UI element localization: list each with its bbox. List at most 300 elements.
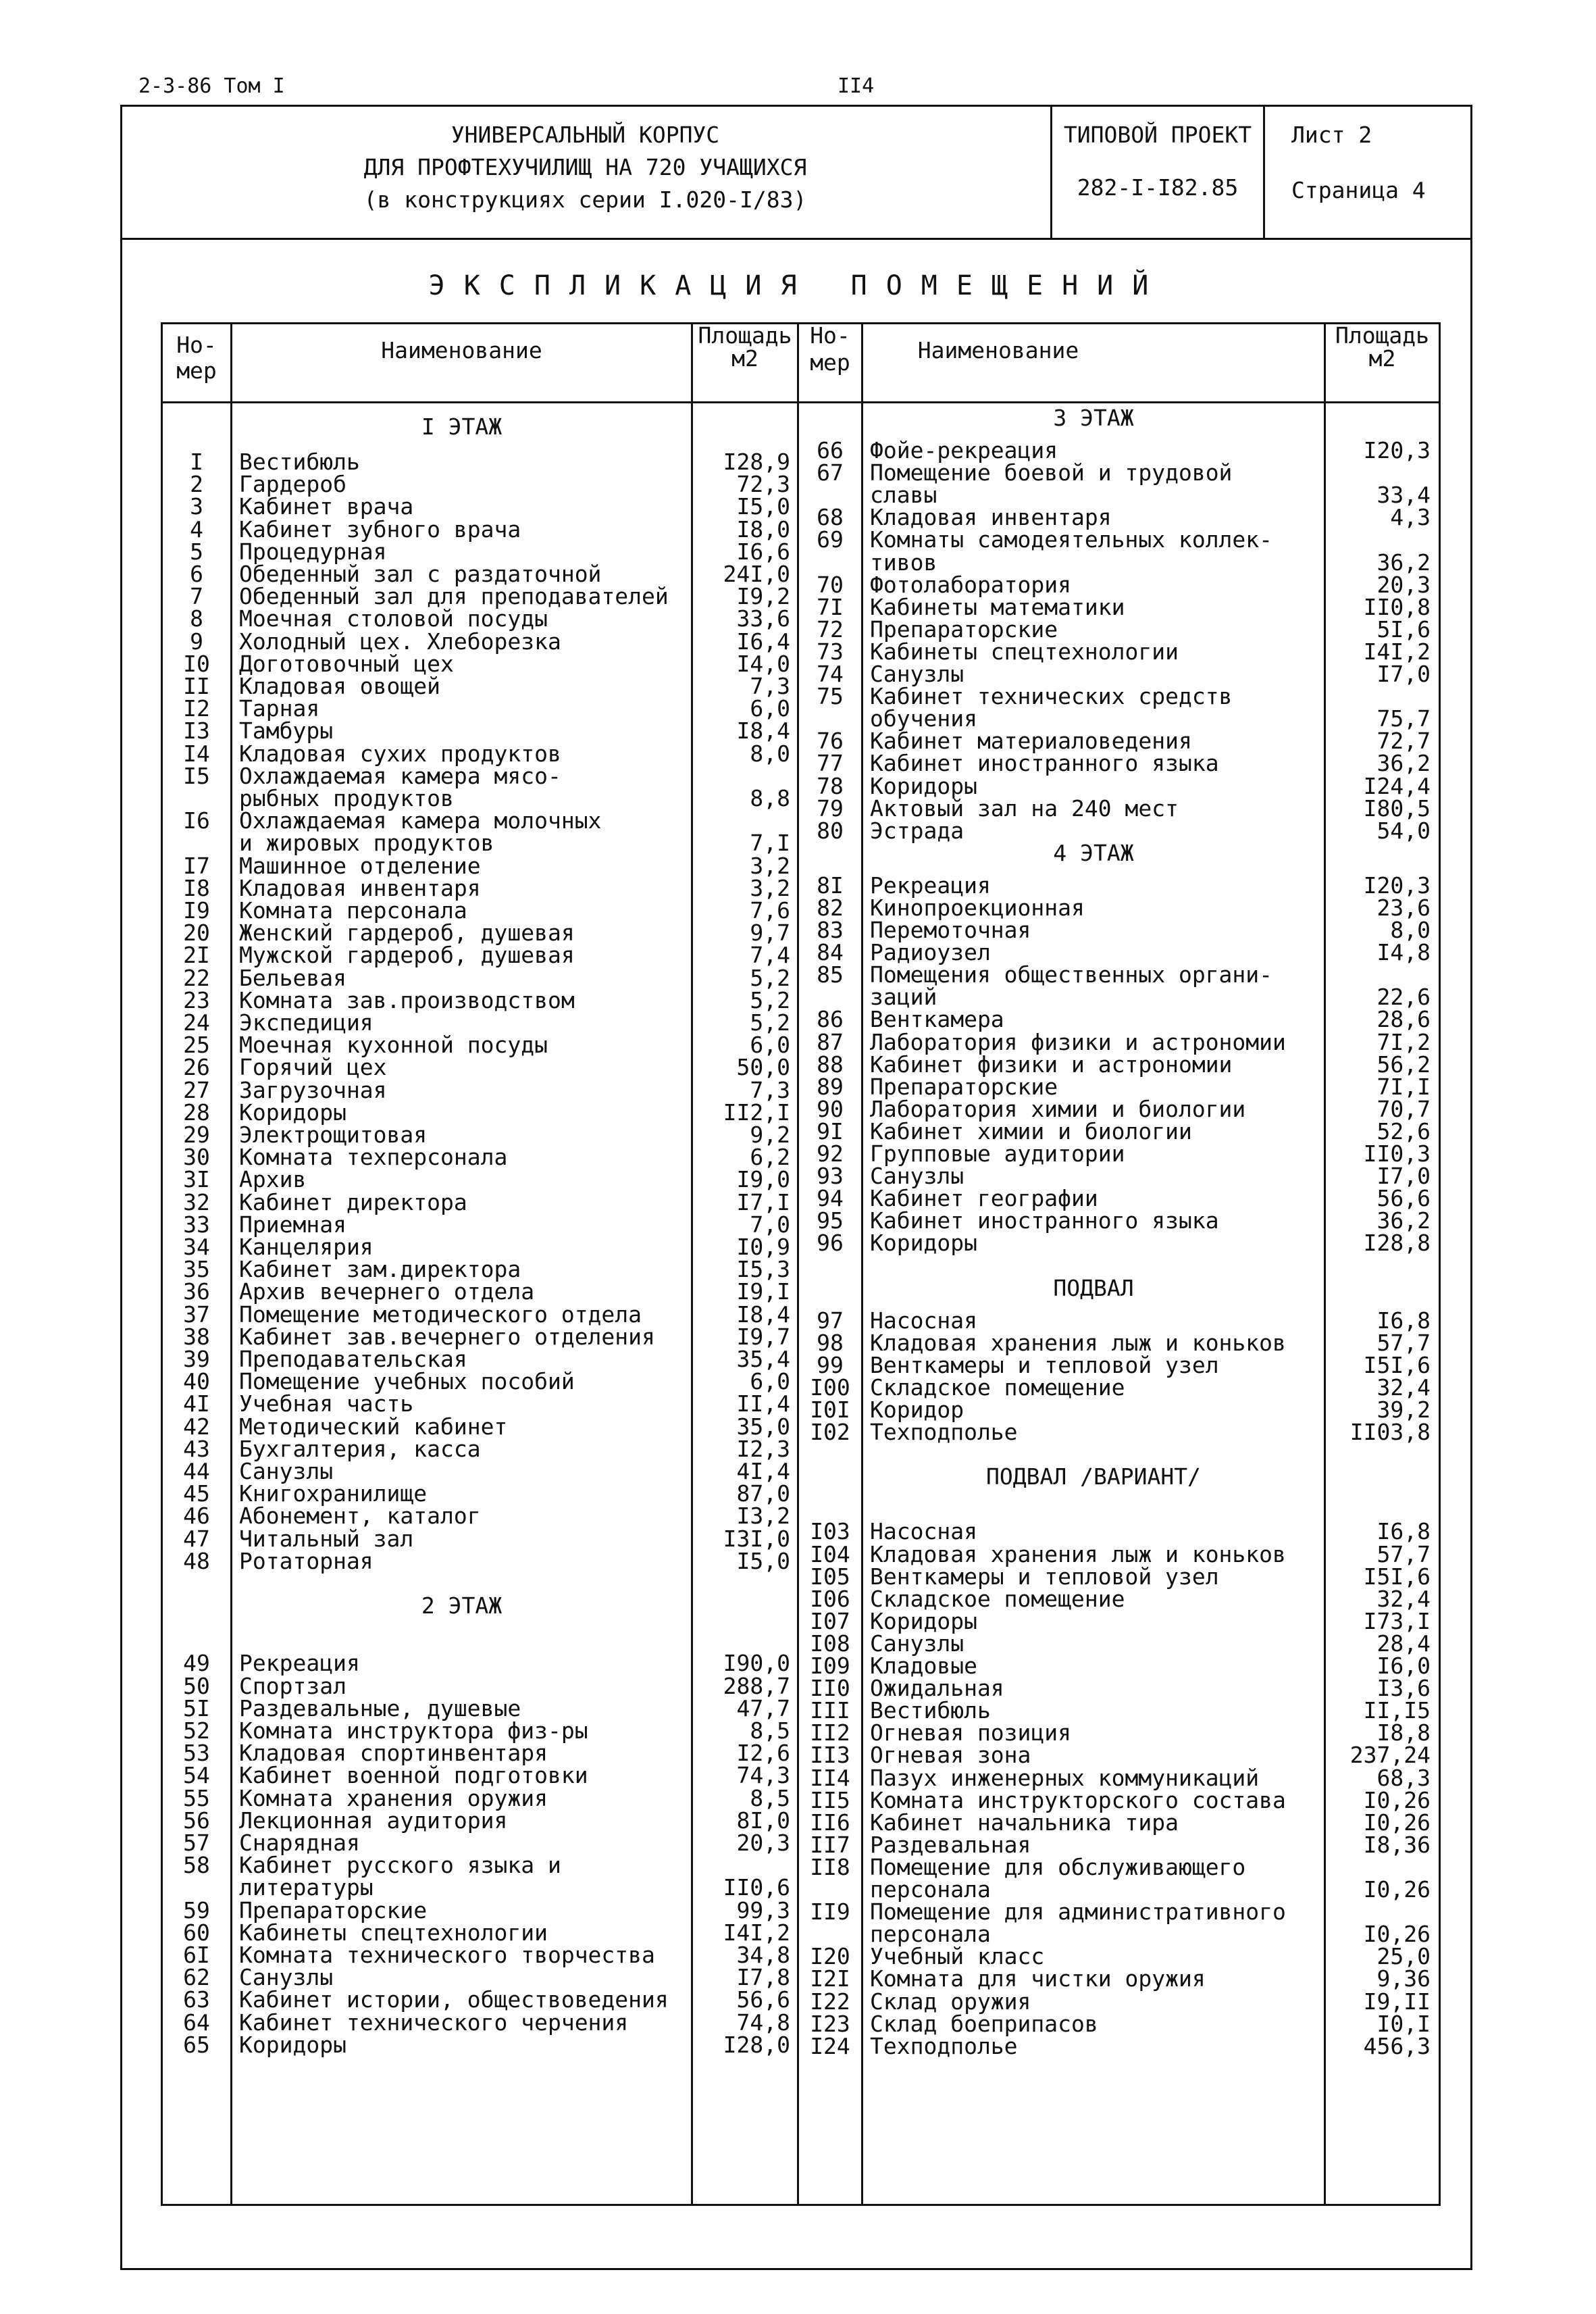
room-name: Обеденный зал для преподавателей [239,583,669,610]
room-number: 54 [183,1762,210,1789]
room-name: Кабинет военной подготовки [239,1762,588,1789]
room-number: 24 [183,1009,210,1036]
room-name: Лаборатория физики и астрономии [870,1028,1286,1055]
room-area: I5I,6 [1363,1351,1431,1378]
room-name: Кабинет технического черчения [239,2009,629,2036]
room-number: 42 [183,1413,210,1440]
room-number: I [190,449,203,475]
room-number: II3 [810,1742,850,1769]
room-name: Бельевая [239,964,346,991]
room-number: 65 [183,2031,210,2058]
room-number: 52 [183,1717,210,1744]
room-number: 89 [817,1073,844,1100]
floor-section-heading: I ЭТАЖ [421,413,503,440]
room-name: Кладовая инвентаря [870,504,1112,531]
room-name: Комната технического творчества [239,1942,655,1968]
room-area: 32,4 [1376,1585,1431,1612]
room-name: Комнаты самодеятельных коллек- [870,526,1273,553]
room-name: Групповые аудитории [870,1140,1125,1167]
room-name: Кабинет врача [239,493,414,520]
room-number: I06 [810,1585,850,1612]
room-name: Складское помещение [870,1374,1125,1401]
room-area: 3,2 [750,852,790,879]
header-title-line-2: ДЛЯ ПРОФТЕХУЧИЛИЩ НА 720 УЧАЩИХСЯ [363,154,807,180]
room-number: II8 [810,1853,850,1880]
title-block-divider-2 [1263,105,1265,238]
room-name: Кабинет директора [239,1188,467,1215]
room-area: I8,0 [736,515,790,543]
room-area: I0,26 [1363,1809,1431,1836]
room-number: II6 [810,1809,850,1836]
room-area: I7,8 [736,1964,790,1991]
room-area: 50,0 [736,1054,790,1081]
room-area: I0,26 [1363,1921,1431,1948]
room-name: Книгохранилище [239,1480,428,1507]
floor-section-heading: 3 ЭТАЖ [1053,405,1134,431]
room-area: 20,3 [1376,571,1431,598]
room-name: Ожидальная [870,1675,1004,1702]
room-name: Кабинет начальника тира [870,1809,1179,1836]
room-name: Кабинеты математики [870,593,1125,620]
col-name-header-right: Наименование [917,337,1079,363]
room-number: 4 [190,515,203,543]
room-area: 7,I [750,830,790,857]
room-area: 3,2 [750,874,790,901]
room-area: I5,0 [736,493,790,520]
room-area: 4,3 [1390,504,1431,531]
room-number: 69 [817,526,844,553]
room-number: 9I [817,1117,844,1145]
room-number: 97 [817,1307,844,1334]
col-num-header-left-2: мер [176,357,217,384]
room-number: 87 [817,1028,844,1055]
room-number: II7 [810,1831,850,1858]
room-number: 5 [190,538,203,565]
room-name: Рекреация [239,1650,360,1677]
room-name: Санузлы [870,661,964,687]
room-name: Кладовая сухих продуктов [239,740,561,767]
room-number: 40 [183,1368,210,1395]
room-name: персонала [870,1921,991,1948]
room-area: I8,4 [736,718,790,745]
room-number: 33 [183,1211,210,1238]
room-number: I7 [183,852,210,879]
room-number: 34 [183,1234,210,1260]
room-area: I5I,6 [1363,1563,1431,1590]
room-number: 93 [817,1163,844,1190]
room-number: 35 [183,1256,210,1283]
room-name: Коридоры [870,772,977,799]
room-name: Техподполье [870,1419,1018,1446]
room-name: Помещение учебных пособий [239,1368,575,1395]
room-name: Кладовая спортинвентаря [239,1740,548,1767]
room-area: 9,7 [750,920,790,947]
room-area: I3,2 [736,1503,790,1530]
room-area: I2,3 [736,1435,790,1462]
room-number: 8I [817,872,844,899]
floor-section-heading: 2 ЭТАЖ [421,1592,503,1619]
room-area: I6,8 [1376,1518,1431,1545]
room-number: II4 [810,1764,850,1791]
room-area: I5,0 [736,1547,790,1574]
room-number: I20 [810,1943,850,1970]
room-area: I6,4 [736,628,790,655]
col-num-header-right-1: Но- [810,322,850,349]
room-number: 39 [183,1346,210,1372]
room-name: Вестибюль [239,449,360,475]
room-number: 6 [190,561,203,587]
room-name: Кабинет географии [870,1185,1098,1212]
room-number: 7 [190,583,203,610]
room-number: 47 [183,1525,210,1552]
room-number: 30 [183,1144,210,1171]
room-area: 57,7 [1376,1540,1431,1567]
room-number: 55 [183,1784,210,1811]
col-area-header-right-2: м2 [1368,345,1396,372]
room-area: I4,8 [1376,939,1431,966]
room-number: 60 [183,1919,210,1946]
room-name: Доготовочный цех [239,650,454,677]
room-area: I0,I [1376,2010,1431,2037]
room-area: I3I,0 [723,1525,790,1552]
room-area: 7,3 [750,1076,790,1103]
room-area: I6,0 [1376,1653,1431,1679]
room-name: Радиоузел [870,939,991,966]
room-area: 7,4 [750,942,790,969]
room-number: I24 [810,2032,850,2059]
room-name: Санузлы [870,1163,964,1190]
room-name: Комната инструктора физ-ры [239,1717,588,1744]
room-name: Бухгалтерия, касса [239,1435,481,1462]
room-number: I3 [183,718,210,745]
room-name: тивов [870,549,937,576]
room-name: Холодный цех. Хлеборезка [239,628,561,655]
room-number: 20 [183,920,210,947]
room-name: Помещение боевой и трудовой [870,459,1233,486]
room-name: Приемная [239,1211,346,1238]
room-name: Моечная кухонной посуды [239,1032,548,1059]
room-number: II2 [810,1719,850,1746]
room-number: 73 [817,638,844,665]
room-number: I05 [810,1563,850,1590]
room-name: обучения [870,705,977,732]
room-number: 37 [183,1301,210,1328]
room-number: 7I [817,593,844,620]
room-number: 36 [183,1278,210,1305]
room-name: Кабинет физики и астрономии [870,1051,1233,1078]
room-area: I80,5 [1363,795,1431,822]
room-number: 72 [817,615,844,643]
room-area: 5,2 [750,964,790,991]
room-name: Склад оружия [870,1988,1031,2015]
page-number: II4 [838,74,875,98]
room-name: Кабинет иностранного языка [870,750,1219,777]
room-number: 96 [817,1230,844,1257]
room-area: 56,6 [1376,1185,1431,1212]
room-name: персонала [870,1876,991,1903]
room-area: 36,2 [1376,1207,1431,1234]
room-area: 36,2 [1376,549,1431,576]
room-area: 39,2 [1376,1397,1431,1423]
room-name: Лаборатория химии и биологии [870,1095,1246,1122]
room-name: Рекреация [870,872,991,899]
room-name: Учебная часть [239,1390,414,1417]
room-number: 90 [817,1095,844,1122]
room-area: 8,5 [750,1784,790,1811]
col-line [1439,322,1441,2206]
room-name: Препараторские [239,1896,428,1923]
room-number: I00 [810,1374,850,1401]
room-area: I7,I [736,1188,790,1215]
room-number: II5 [810,1786,850,1813]
room-area: 32,4 [1376,1374,1431,1401]
room-number: 9 [190,628,203,655]
floor-section-heading: ПОДВАЛ /ВАРИАНТ/ [986,1463,1201,1490]
room-name: Помещение для административного [870,1898,1286,1926]
room-area: I24,4 [1363,772,1431,799]
room-name: Насосная [870,1518,977,1545]
room-area: 28,6 [1376,1006,1431,1033]
room-area: I28,0 [723,2031,790,2058]
header-title-line-3: (в конструкциях серии I.020-I/83) [363,186,807,213]
room-number: I03 [810,1518,850,1545]
room-area: 7,0 [750,1211,790,1238]
room-name: Огневая зона [870,1742,1031,1769]
room-number: 3I [183,1166,210,1193]
room-area: II0,8 [1363,593,1431,620]
room-area: 28,4 [1376,1630,1431,1657]
table-bottom-line [161,2204,1441,2206]
room-name: Коридоры [870,1230,977,1257]
room-name: Препараторские [870,615,1058,643]
room-name: Охлаждаемая камера молочных [239,807,602,834]
room-number: 56 [183,1807,210,1834]
room-number: 68 [817,504,844,531]
room-name: Кинопроекционная [870,894,1085,921]
room-area: 56,2 [1376,1051,1431,1078]
room-number: 58 [183,1852,210,1879]
room-area: II03,8 [1349,1419,1431,1446]
room-area: 22,6 [1376,984,1431,1011]
room-number: 48 [183,1547,210,1574]
room-number: 86 [817,1006,844,1033]
header-title-line-1: УНИВЕРСАЛЬНЫЙ КОРПУС [451,122,720,148]
room-area: I20,3 [1363,437,1431,463]
room-area: I9,7 [736,1323,790,1350]
room-number: 3 [190,493,203,520]
room-area: 75,7 [1376,705,1431,732]
room-area: 25,0 [1376,1943,1431,1970]
title-block-bottom [120,238,1472,240]
room-number: 4I [183,1390,210,1417]
room-name: Венткамеры и тепловой узел [870,1351,1219,1378]
room-name: Огневая позиция [870,1719,1072,1746]
room-number: I8 [183,874,210,901]
room-number: 32 [183,1188,210,1215]
room-name: славы [870,482,937,509]
room-name: Помещения общественных органи- [870,961,1273,988]
room-number: 95 [817,1207,844,1234]
room-number: II9 [810,1898,850,1926]
room-area: 72,3 [736,471,790,498]
room-name: Читальный зал [239,1525,414,1552]
room-name: Обеденный зал с раздаточной [239,561,602,587]
room-number: I02 [810,1419,850,1446]
doc-ref: 2-3-86 Том I [138,74,285,98]
room-area: I8,8 [1376,1719,1431,1746]
room-name: Преподавательская [239,1346,467,1372]
room-name: литературы [239,1874,374,1901]
room-area: 7I,2 [1376,1028,1431,1055]
room-area: 456,3 [1363,2032,1431,2059]
room-area: II0,3 [1363,1140,1431,1167]
room-area: 8,0 [1390,917,1431,943]
room-area: 8I,0 [736,1807,790,1834]
room-name: Раздевальные, душевые [239,1694,521,1721]
room-area: 68,3 [1376,1764,1431,1791]
frame-left [120,105,122,2270]
room-number: 59 [183,1896,210,1923]
room-area: I2,6 [736,1740,790,1767]
room-area: I0,26 [1363,1876,1431,1903]
room-area: 4I,4 [736,1458,790,1484]
room-area: I28,8 [1363,1230,1431,1257]
room-number: 66 [817,437,844,463]
room-area: 47,7 [736,1694,790,1721]
room-number: 83 [817,917,844,943]
room-name: Мужской гардероб, душевая [239,942,575,969]
room-area: II2,I [723,1099,790,1126]
room-area: II,I5 [1363,1697,1431,1724]
room-name: Фойе-рекреация [870,437,1058,463]
floor-section-heading: 4 ЭТАЖ [1053,839,1134,866]
room-area: 6,2 [750,1144,790,1171]
room-area: I4I,2 [723,1919,790,1946]
room-name: Тамбуры [239,718,334,745]
room-area: 7,3 [750,673,790,699]
room-area: 9,2 [750,1122,790,1148]
room-number: 76 [817,728,844,755]
room-number: 25 [183,1032,210,1059]
room-number: 62 [183,1964,210,1991]
col-num-header-right-2: мер [810,349,850,376]
room-area: I5,3 [736,1256,790,1283]
room-name: Снарядная [239,1830,360,1856]
room-name: Перемоточная [870,917,1031,943]
project-label: ТИПОВОЙ ПРОЕКТ [1063,122,1252,148]
room-name: Кабинет химии и биологии [870,1117,1192,1145]
room-number: I2I [810,1965,850,1992]
room-name: Канцелярия [239,1234,374,1260]
room-area: I9,II [1363,1988,1431,2015]
room-area: 8,8 [750,785,790,811]
room-area: 36,2 [1376,750,1431,777]
room-number: 49 [183,1650,210,1677]
room-number: 92 [817,1140,844,1167]
room-area: I9,0 [736,1166,790,1193]
room-number: I9 [183,897,210,924]
room-name: Пазух инженерных коммуникаций [870,1764,1260,1791]
room-name: Коридоры [870,1607,977,1634]
room-area: 35,0 [736,1413,790,1440]
room-number: 50 [183,1672,210,1699]
room-name: Гардероб [239,471,346,498]
room-number: 79 [817,795,844,822]
room-number: 67 [817,459,844,486]
room-name: Кладовая инвентаря [239,874,481,901]
room-area: 33,6 [736,605,790,632]
room-name: Комната персонала [239,897,467,924]
room-name: Помещение для обслуживающего [870,1853,1246,1880]
room-name: Экспедиция [239,1009,374,1036]
room-name: Эстрада [870,817,964,844]
col-line [230,322,232,2206]
room-name: Лекционная аудитория [239,1807,508,1834]
room-name: Кладовая хранения лыж и коньков [870,1329,1286,1356]
room-name: Кабинет технических средств [870,683,1233,710]
room-number: 44 [183,1458,210,1484]
room-number: 29 [183,1122,210,1148]
room-area: I8,4 [736,1301,790,1328]
frame-right [1470,105,1472,2270]
room-area: 35,4 [736,1346,790,1372]
room-area: 9,36 [1376,1965,1431,1992]
room-area: I8,36 [1363,1831,1431,1858]
room-number: 63 [183,1986,210,2013]
room-area: 74,3 [736,1762,790,1789]
room-name: Кладовые [870,1653,977,1679]
room-area: 6,0 [750,1032,790,1059]
room-area: 5,2 [750,1009,790,1036]
room-number: I5 [183,762,210,789]
room-name: Кабинет материаловедения [870,728,1192,755]
room-area: 5I,6 [1376,615,1431,643]
room-number: 8 [190,605,203,632]
room-number: III [810,1697,850,1724]
project-code: 282-I-I82.85 [1077,174,1239,201]
room-area: 57,7 [1376,1329,1431,1356]
room-number: I23 [810,2010,850,2037]
room-area: I0,9 [736,1234,790,1260]
room-area: 8,5 [750,1717,790,1744]
room-number: 70 [817,571,844,598]
room-number: II [183,673,210,699]
col-area-header-right-1: Площадь [1335,322,1430,349]
room-number: 2 [190,471,203,498]
room-name: Коридор [870,1397,964,1423]
room-name: Архив [239,1166,307,1193]
room-name: Насосная [870,1307,977,1334]
room-number: I0I [810,1397,850,1423]
room-number: 38 [183,1323,210,1350]
room-name: Электрощитовая [239,1122,428,1148]
room-area: 33,4 [1376,482,1431,509]
room-name: Санузлы [870,1630,964,1657]
room-name: Комната хранения оружия [239,1784,548,1811]
room-area: 8,0 [750,740,790,767]
room-name: Комната техперсонала [239,1144,508,1171]
room-number: 64 [183,2009,210,2036]
room-area: I4I,2 [1363,638,1431,665]
room-number: 27 [183,1076,210,1103]
room-number: 22 [183,964,210,991]
room-name: Загрузочная [239,1076,387,1103]
room-area: 24I,0 [723,561,790,587]
room-number: 80 [817,817,844,844]
room-area: I90,0 [723,1650,790,1677]
room-area: I7,0 [1376,1163,1431,1190]
room-area: I73,I [1363,1607,1431,1634]
